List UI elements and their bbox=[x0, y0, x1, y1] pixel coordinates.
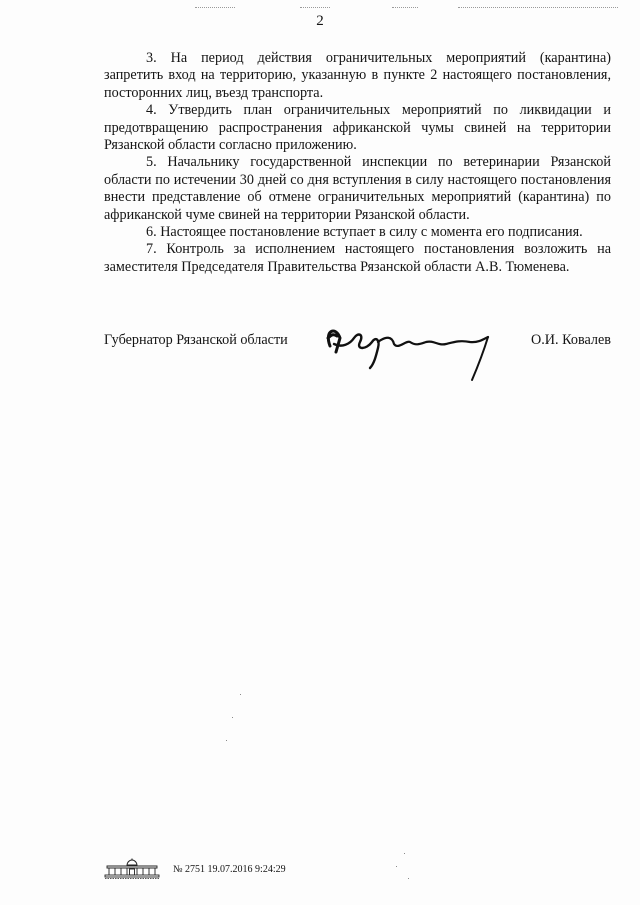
signer-name: О.И. Ковалев bbox=[531, 332, 611, 348]
scan-artifact bbox=[392, 7, 418, 10]
scan-artifact bbox=[195, 7, 235, 10]
scan-artifact bbox=[458, 7, 618, 10]
page-number: 2 bbox=[316, 13, 324, 29]
paragraph-6: 6. Настоящее постановление вступает в силу с момента его подписания. bbox=[146, 224, 583, 241]
registration-number-and-timestamp: № 2751 19.07.2016 9:24:29 bbox=[173, 864, 286, 875]
paragraph-7: 7. Контроль за исполнением настоящего постановления возложить на заместителя Председателя Правительства Рязанской области А.В. Тюменева. bbox=[104, 241, 611, 275]
signer-title: Губернатор Рязанской области bbox=[104, 332, 288, 348]
document-body bbox=[104, 50, 611, 276]
paragraph-4: 4. Утвердить план ограничительных мероприятий по ликвидации и предотвращению распространения африканской чумы свиней на территории Рязанской области согласно приложению. bbox=[104, 102, 611, 154]
government-building-emblem-icon bbox=[103, 858, 161, 880]
paragraph-3: 3. На период действия ограничительных мероприятий (карантина) запретить вход на территорию, указанную в пункте 2 настоящего постановления, посторонних лиц, въезд транспорта. bbox=[104, 50, 611, 101]
registration-footer bbox=[103, 858, 423, 880]
paragraph-5: 5. Начальнику государственной инспекции по ветеринарии Рязанской области по истечении 30 дней со дня вступления в силу настоящего постановления внести представление об отмене ограничительных мероприятий (карантина) по африканской чуме свиней на территории Рязанской области. bbox=[104, 154, 611, 223]
scan-artifact bbox=[300, 7, 330, 10]
handwritten-signature bbox=[320, 322, 498, 384]
